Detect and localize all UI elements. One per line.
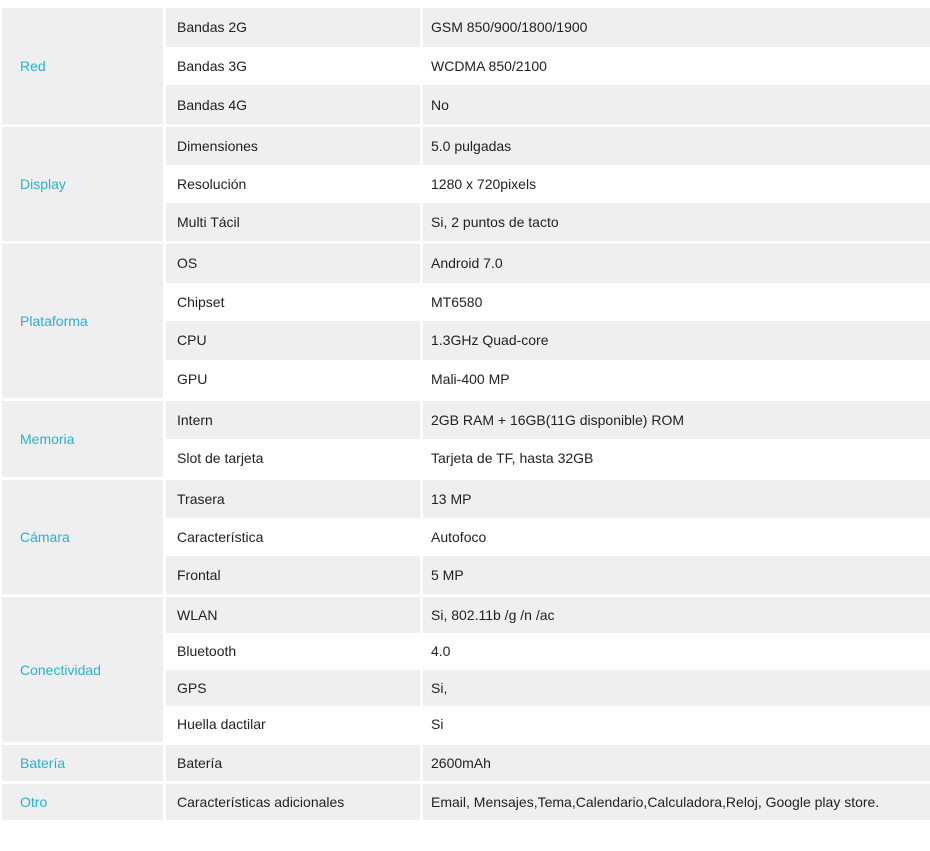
spec-row <box>166 439 930 477</box>
spec-table <box>2 8 930 823</box>
category-label: Memoria <box>2 401 163 477</box>
spec-label: Bandas 3G <box>177 58 248 74</box>
category-label: Cámara <box>2 480 163 594</box>
spec-rows <box>166 8 930 124</box>
spec-row <box>166 165 930 203</box>
spec-label: Bandas 2G <box>166 8 420 47</box>
spec-label: Multi Tácil <box>166 203 420 241</box>
spec-group <box>2 401 930 480</box>
spec-row <box>166 283 930 322</box>
spec-rows <box>166 784 930 820</box>
spec-value: No <box>423 85 930 124</box>
spec-value: 2600mAh <box>423 745 930 781</box>
spec-label: Huella dactilar <box>177 715 266 732</box>
spec-group <box>2 597 930 745</box>
spec-row <box>166 480 930 518</box>
category-label: Red <box>2 8 163 124</box>
spec-group <box>2 480 930 597</box>
spec-value: WCDMA 850/2100 <box>431 58 547 74</box>
spec-value: 1280 x 720pixels <box>431 176 537 192</box>
spec-row <box>166 203 930 241</box>
spec-group <box>2 244 930 401</box>
category-label: Conectividad <box>2 597 163 742</box>
spec-group <box>2 8 930 127</box>
spec-value: Si, 802.11b /g /n /ac <box>423 597 930 633</box>
spec-row <box>166 633 930 669</box>
spec-label: GPU <box>177 370 208 387</box>
spec-row <box>166 706 930 742</box>
spec-label: Resolución <box>177 176 247 192</box>
spec-rows <box>166 127 930 241</box>
spec-value: 2GB RAM + 16GB(11G disponible) ROM <box>423 401 930 439</box>
spec-value: 4.0 <box>431 643 451 660</box>
spec-row <box>166 518 930 556</box>
spec-row <box>166 47 930 86</box>
spec-label: Chipset <box>177 293 225 310</box>
spec-rows <box>166 597 930 742</box>
spec-value: 5 MP <box>423 556 930 594</box>
spec-row <box>166 745 930 781</box>
spec-value: MT6580 <box>431 293 483 310</box>
spec-row <box>166 244 930 283</box>
spec-rows <box>166 480 930 594</box>
category-label: Otro <box>2 784 163 820</box>
spec-value: Tarjeta de TF, hasta 32GB <box>431 450 594 466</box>
spec-row <box>166 597 930 633</box>
spec-value: 1.3GHz Quad-core <box>423 321 930 360</box>
spec-label: CPU <box>166 321 420 360</box>
spec-value: Mali-400 MP <box>431 370 510 387</box>
category-label: Plataforma <box>2 244 163 398</box>
spec-value: Si <box>431 715 444 732</box>
spec-value: GSM 850/900/1800/1900 <box>423 8 930 47</box>
category-label: Display <box>2 127 163 241</box>
spec-value: 5.0 pulgadas <box>423 127 930 165</box>
spec-label: Trasera <box>166 480 420 518</box>
spec-value: Autofoco <box>431 529 487 545</box>
spec-label: GPS <box>166 670 420 706</box>
spec-label: Dimensiones <box>166 127 420 165</box>
spec-label: Batería <box>166 745 420 781</box>
spec-group <box>2 745 930 784</box>
spec-rows <box>166 401 930 477</box>
spec-row <box>166 401 930 439</box>
spec-row <box>166 127 930 165</box>
spec-label: Bluetooth <box>177 643 237 660</box>
spec-group <box>2 784 930 823</box>
spec-row <box>166 8 930 47</box>
spec-row <box>166 556 930 594</box>
spec-row <box>166 360 930 399</box>
spec-row <box>166 85 930 124</box>
spec-row <box>166 321 930 360</box>
spec-rows <box>166 244 930 398</box>
spec-row <box>166 670 930 706</box>
spec-label: Slot de tarjeta <box>177 450 264 466</box>
spec-row <box>166 784 930 820</box>
spec-label: Intern <box>166 401 420 439</box>
spec-value: 13 MP <box>423 480 930 518</box>
spec-rows <box>166 745 930 781</box>
spec-label: OS <box>166 244 420 283</box>
spec-value: Android 7.0 <box>423 244 930 283</box>
spec-group <box>2 127 930 244</box>
spec-value: Email, Mensajes,Tema,Calendario,Calculadora,Reloj, Google play store. <box>423 784 930 820</box>
spec-value: Si, 2 puntos de tacto <box>423 203 930 241</box>
category-label: Batería <box>2 745 163 781</box>
spec-value: Si, <box>423 670 930 706</box>
spec-label: Característica <box>177 529 264 545</box>
spec-label: Frontal <box>166 556 420 594</box>
spec-label: WLAN <box>166 597 420 633</box>
spec-label: Bandas 4G <box>166 85 420 124</box>
spec-label: Características adicionales <box>166 784 420 820</box>
